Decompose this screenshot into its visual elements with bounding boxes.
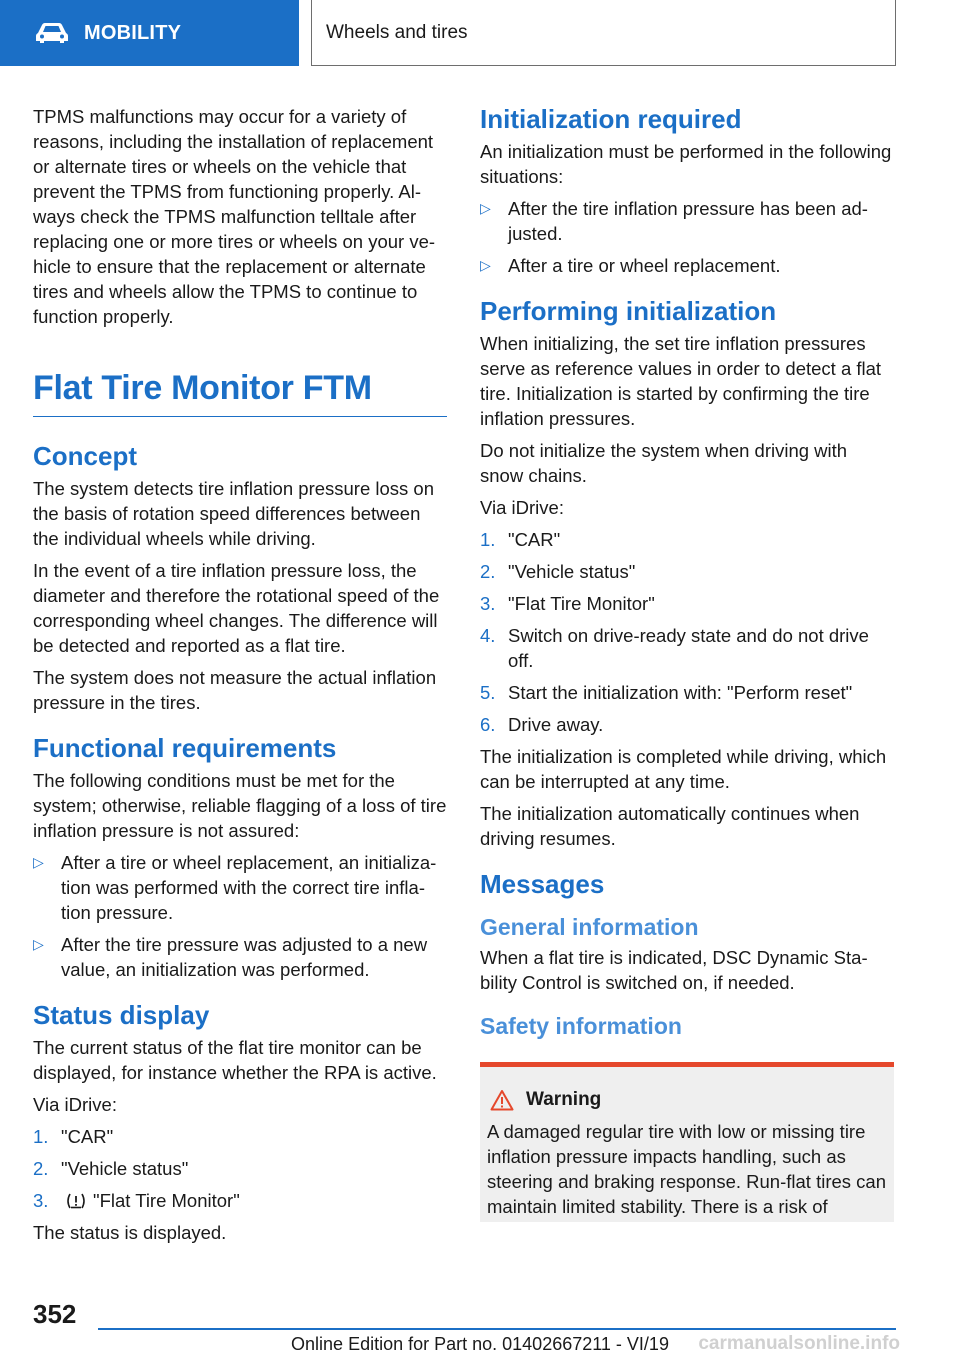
warning-text: A damaged regular tire with low or missing tire inflation pressure impacts handling, such as steering and braking response. Run-flat tires can maintain limited stability. There is a risk of [487,1121,886,1217]
step-item: 1. "CAR" [33,1126,114,1147]
tire-pressure-warning-icon [65,1192,87,1210]
performing-initialization-paragraph-4: The initialization automatically continues when driving resumes. [480,803,860,849]
status-display-heading: Status display [33,1000,210,1030]
chapter-header [311,0,896,66]
warning-triangle-icon [490,1089,514,1111]
warning-header [487,1089,886,1111]
status-display-paragraph: The current status of the flat tire monitor can be displayed, for instance whether the RPA is active. [33,1037,437,1083]
warning-title: Warning [526,1089,602,1110]
concept-heading: Concept [33,441,137,471]
footer-divider [98,1328,896,1330]
step-item: 3. "Flat Tire Monitor" [33,1190,240,1211]
step-item: 2. "Vehicle status" [33,1158,189,1179]
list-item: ▷ After the tire inflation pressure has been adjusted. [480,198,868,244]
initialization-steps-list [480,527,894,737]
step-item: 2. "Vehicle status" [480,561,636,582]
functional-requirements-list [33,850,447,982]
step-item: 1. "CAR" [480,529,561,550]
general-information-heading: General information [480,914,699,940]
step-item: 4. Switch on drive-ready state and do not drive off. [480,625,869,671]
section-tab [0,0,299,66]
watermark: carmanualsonline.info [698,1333,900,1354]
general-information-paragraph: When a flat tire is indicated, DSC Dynamic Stability Control is switched on, if needed. [480,947,868,993]
via-idrive-label: Via iDrive: [480,497,564,518]
functional-requirements-heading: Functional requirements [33,733,337,763]
page-number: 352 [33,1299,77,1329]
step-item: 5. Start the initialization with: "Perform reset" [480,682,853,703]
left-column [33,104,447,1252]
list-item: ▷ After a tire or wheel replacement. [480,255,781,276]
step-item: 6. Drive away. [480,714,604,735]
triangle-bullet-icon: ▷ [33,936,44,952]
triangle-bullet-icon: ▷ [480,200,491,216]
status-steps-list [33,1124,447,1213]
step-item: 3. "Flat Tire Monitor" [480,593,655,614]
initialization-situations-list [480,196,894,278]
intro-paragraph: TPMS malfunctions may occur for a variety of reasons, including the installation of replacement or alternate tires or wheels on the vehicle that prevent the TPMS from functioning properly. Always check the TPMS malfunction telltale after replacing one or more tires or wheels on your vehicle to ensure that the replacement or alternate tires and wheels allow the TPMS to continue to function properly. [33,106,436,327]
triangle-bullet-icon: ▷ [480,257,491,273]
concept-paragraph-3: The system does not measure the actual inflation pressure in the tires. [33,667,437,713]
triangle-bullet-icon: ▷ [33,854,44,870]
status-end-paragraph: The status is displayed. [33,1222,227,1243]
via-idrive-label: Via iDrive: [33,1094,117,1115]
initialization-required-heading: Initialization required [480,104,742,134]
performing-initialization-heading: Performing initialization [480,296,777,326]
warning-box [480,1062,894,1222]
footer-edition: Online Edition for Part no. 01402667211 - VI/19 [291,1334,669,1354]
section-label: MOBILITY [84,21,182,44]
performing-initialization-paragraph-3: The initialization is completed while driving, which can be interrupted at any time. [480,746,887,792]
concept-paragraph-1: The system detects tire inflation pressure loss on the basis of rotation speed differences between the individual wheels while driving. [33,478,435,549]
safety-information-heading: Safety information [480,1013,682,1039]
functional-requirements-paragraph: The following conditions must be met for the system; otherwise, reliable flagging of a loss of tire inflation pressure is not assured: [33,770,447,841]
list-item: ▷ After a tire or wheel replacement, an initialization was performed with the correct tire inflation pressure. [33,852,437,923]
chapter-title: Wheels and tires [326,21,468,43]
page-title: Flat Tire Monitor FTM [33,369,447,417]
messages-heading: Messages [480,869,605,899]
performing-initialization-paragraph-2: Do not initialize the system when driving with snow chains. [480,440,848,486]
initialization-required-paragraph: An initialization must be performed in the following situations: [480,141,892,187]
concept-paragraph-2: In the event of a tire inflation pressure loss, the diameter and therefore the rotational speed of the corresponding wheel changes. The difference will be detected and reported as a flat tire. [33,560,440,656]
performing-initialization-paragraph-1: When initializing, the set tire inflation pressures serve as reference values in order to detect a flat tire. Initialization is started by confirming the tire inflation pressures. [480,333,882,429]
right-column [480,104,894,1222]
list-item: ▷ After the tire pressure was adjusted to a new value, an initialization was performed. [33,934,428,980]
car-icon [34,21,70,45]
